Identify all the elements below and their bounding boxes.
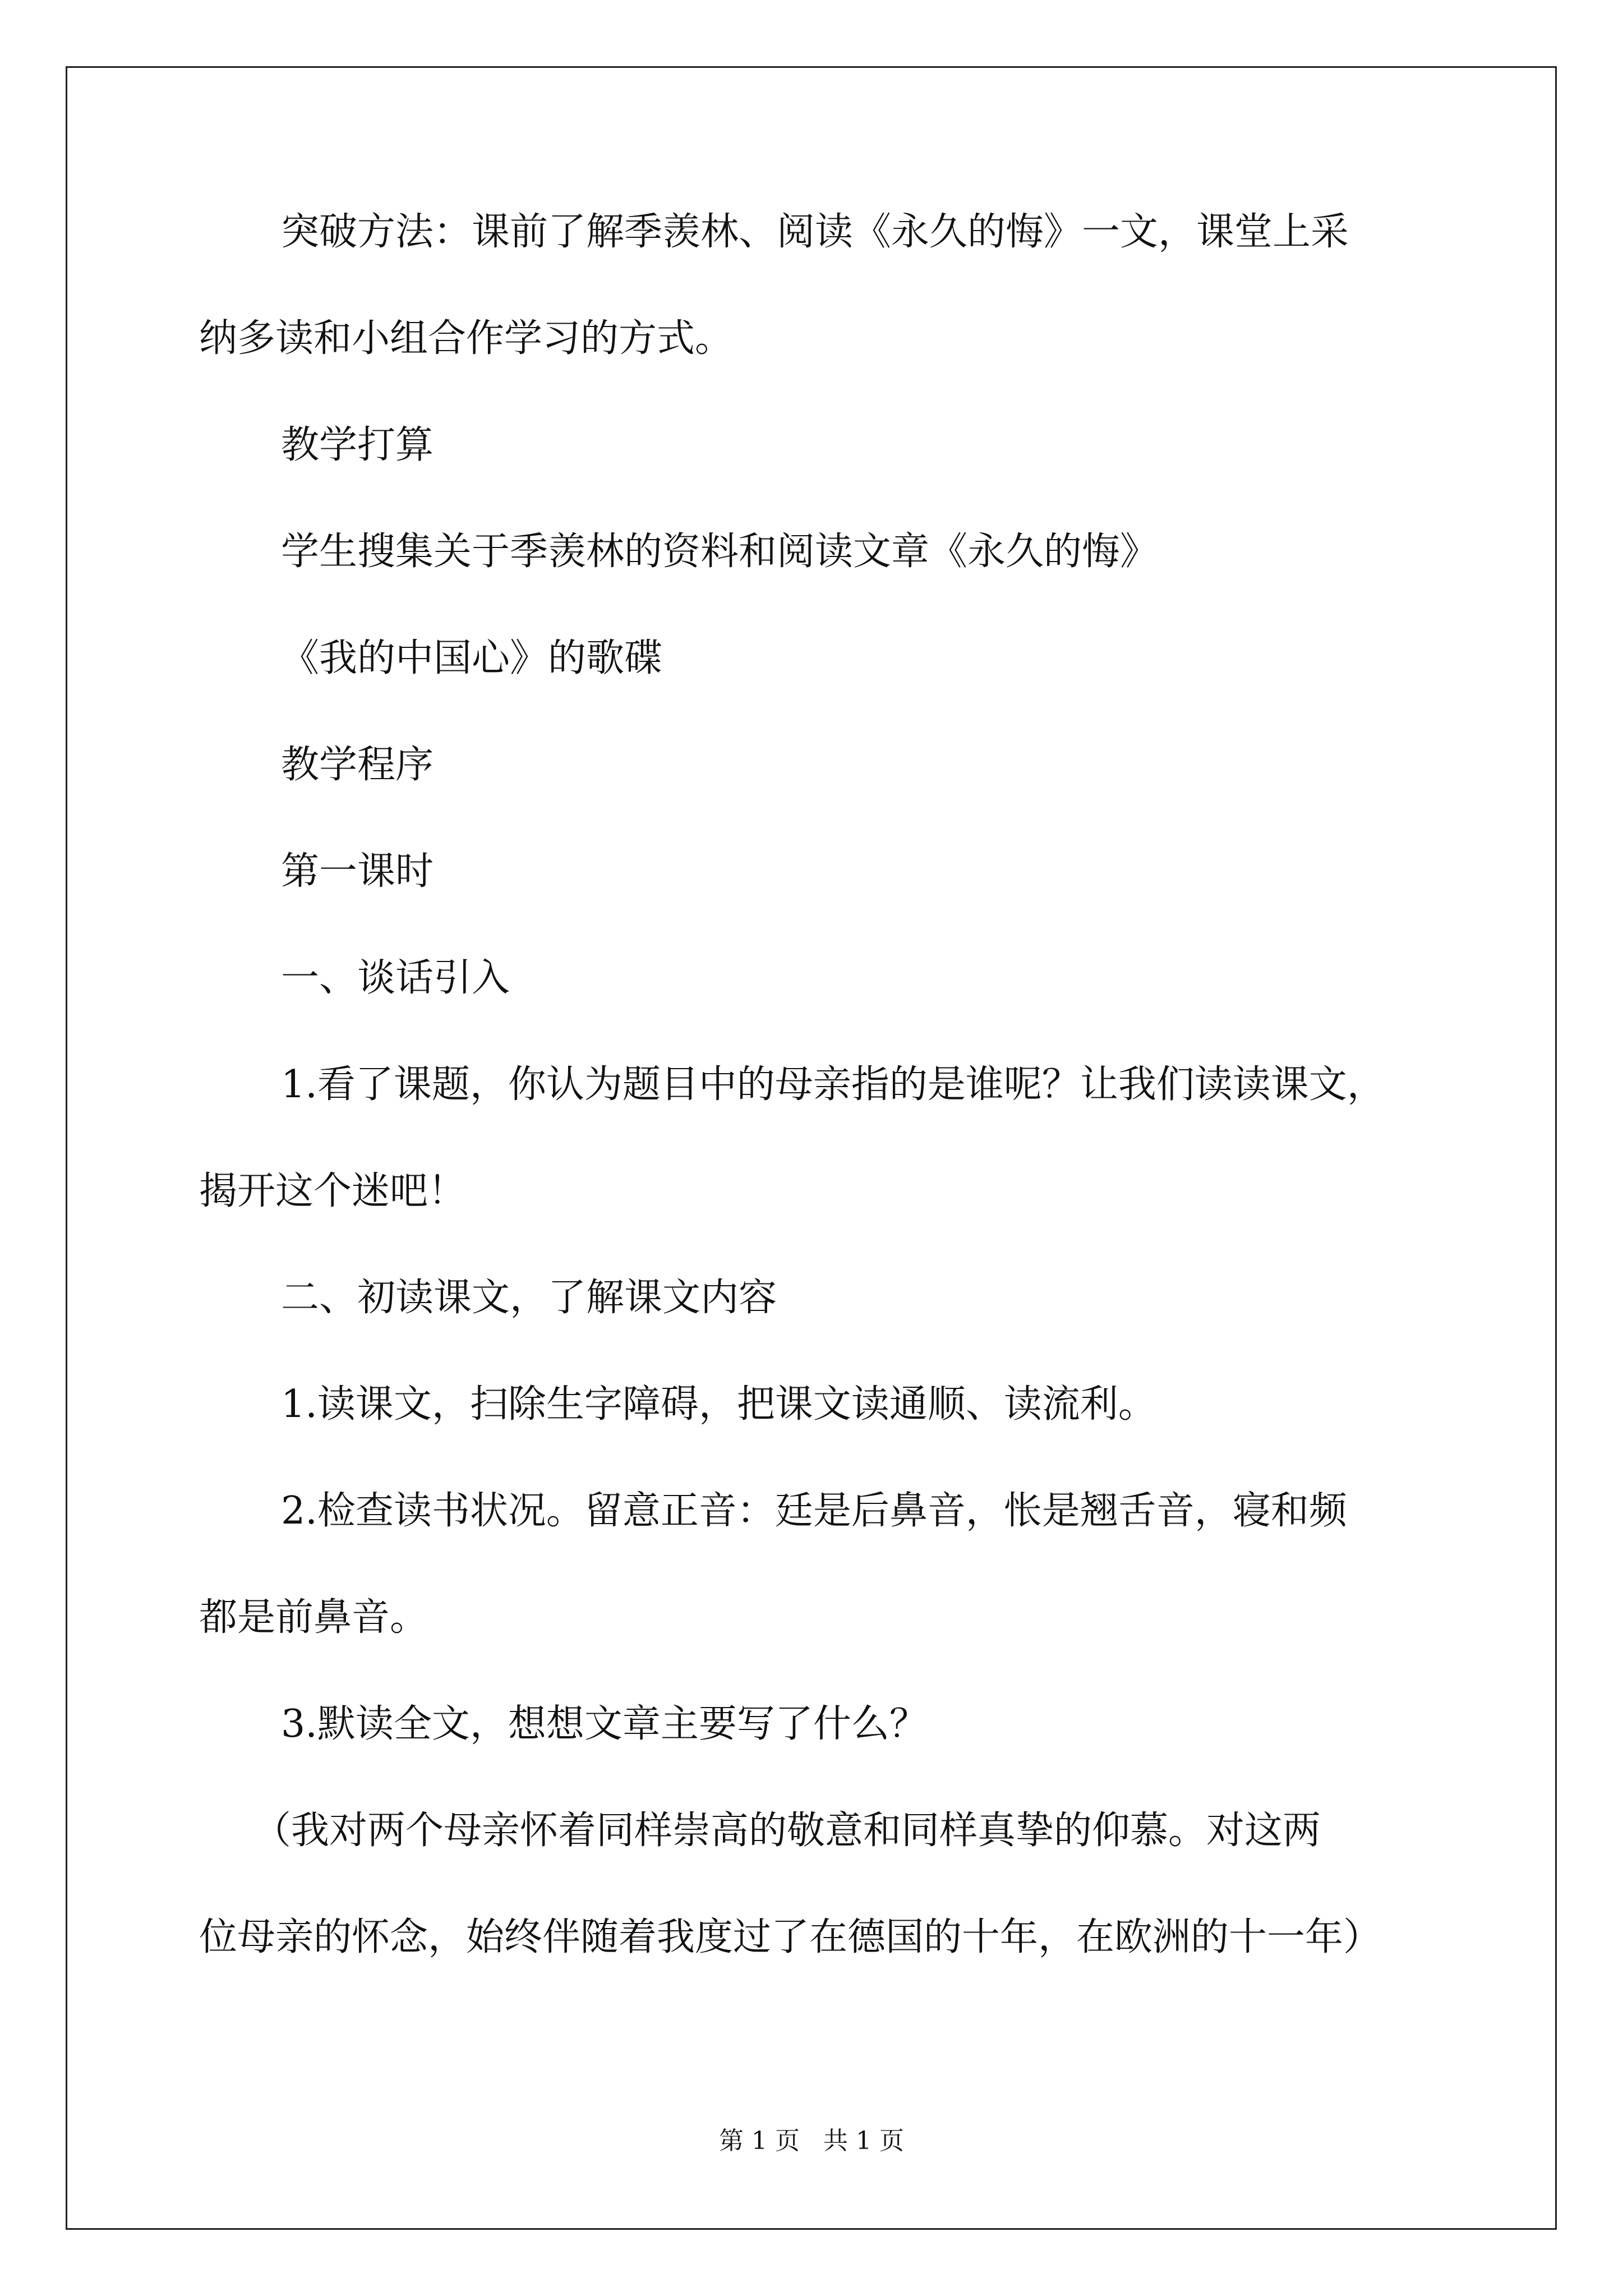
paragraph-answer-line2: 位母亲的怀念，始终伴随着我度过了在德国的十年，在欧洲的十一年） [199,1915,1382,1959]
paragraph-read-text: 1.读课文，扫除生字障碍，把课文读通顺、读流利。 [281,1382,1156,1427]
paragraph-answer-line1: （我对两个母亲怀着同样崇高的敬意和同样真挚的仰慕。对这两 [253,1809,1321,1853]
paragraph-item1-line1: 1.看了课题，你认为题目中的母亲指的是谁呢？让我们读读课文， [281,1062,1385,1107]
page-number: 第 1 页 [719,2127,800,2155]
paragraph-method-line2: 纳多读和小组合作学习的方式。 [199,316,734,361]
heading-section-one: 一、谈话引入 [281,956,510,1000]
paragraph-check-line2: 都是前鼻音。 [199,1595,428,1640]
paragraph-silent-read: 3.默读全文，想想文章主要写了什么？ [281,1702,928,1746]
document-body [199,210,1433,1959]
paragraph-check-line1: 2.检查读书状况。留意正音：廷是后鼻音，怅是翘舌音，寝和频 [281,1489,1347,1533]
heading-section-two: 二、初读课文，了解课文内容 [281,1276,777,1320]
paragraph-method-line1: 突破方法：课前了解季羡林、阅读《永久的悔》一文，课堂上采 [281,210,1349,254]
paragraph-item1-line2: 揭开这个迷吧！ [199,1169,467,1213]
paragraph-student-materials: 学生搜集关于季羡林的资料和阅读文章《永久的悔》 [281,530,1159,574]
page-total: 共 1 页 [823,2127,904,2155]
page-footer [0,2129,1623,2154]
paragraph-cd: 《我的中国心》的歌碟 [281,636,663,680]
heading-teaching-prep: 教学打算 [281,423,434,467]
heading-teaching-procedure: 教学程序 [281,743,434,787]
heading-first-lesson: 第一课时 [281,849,434,894]
